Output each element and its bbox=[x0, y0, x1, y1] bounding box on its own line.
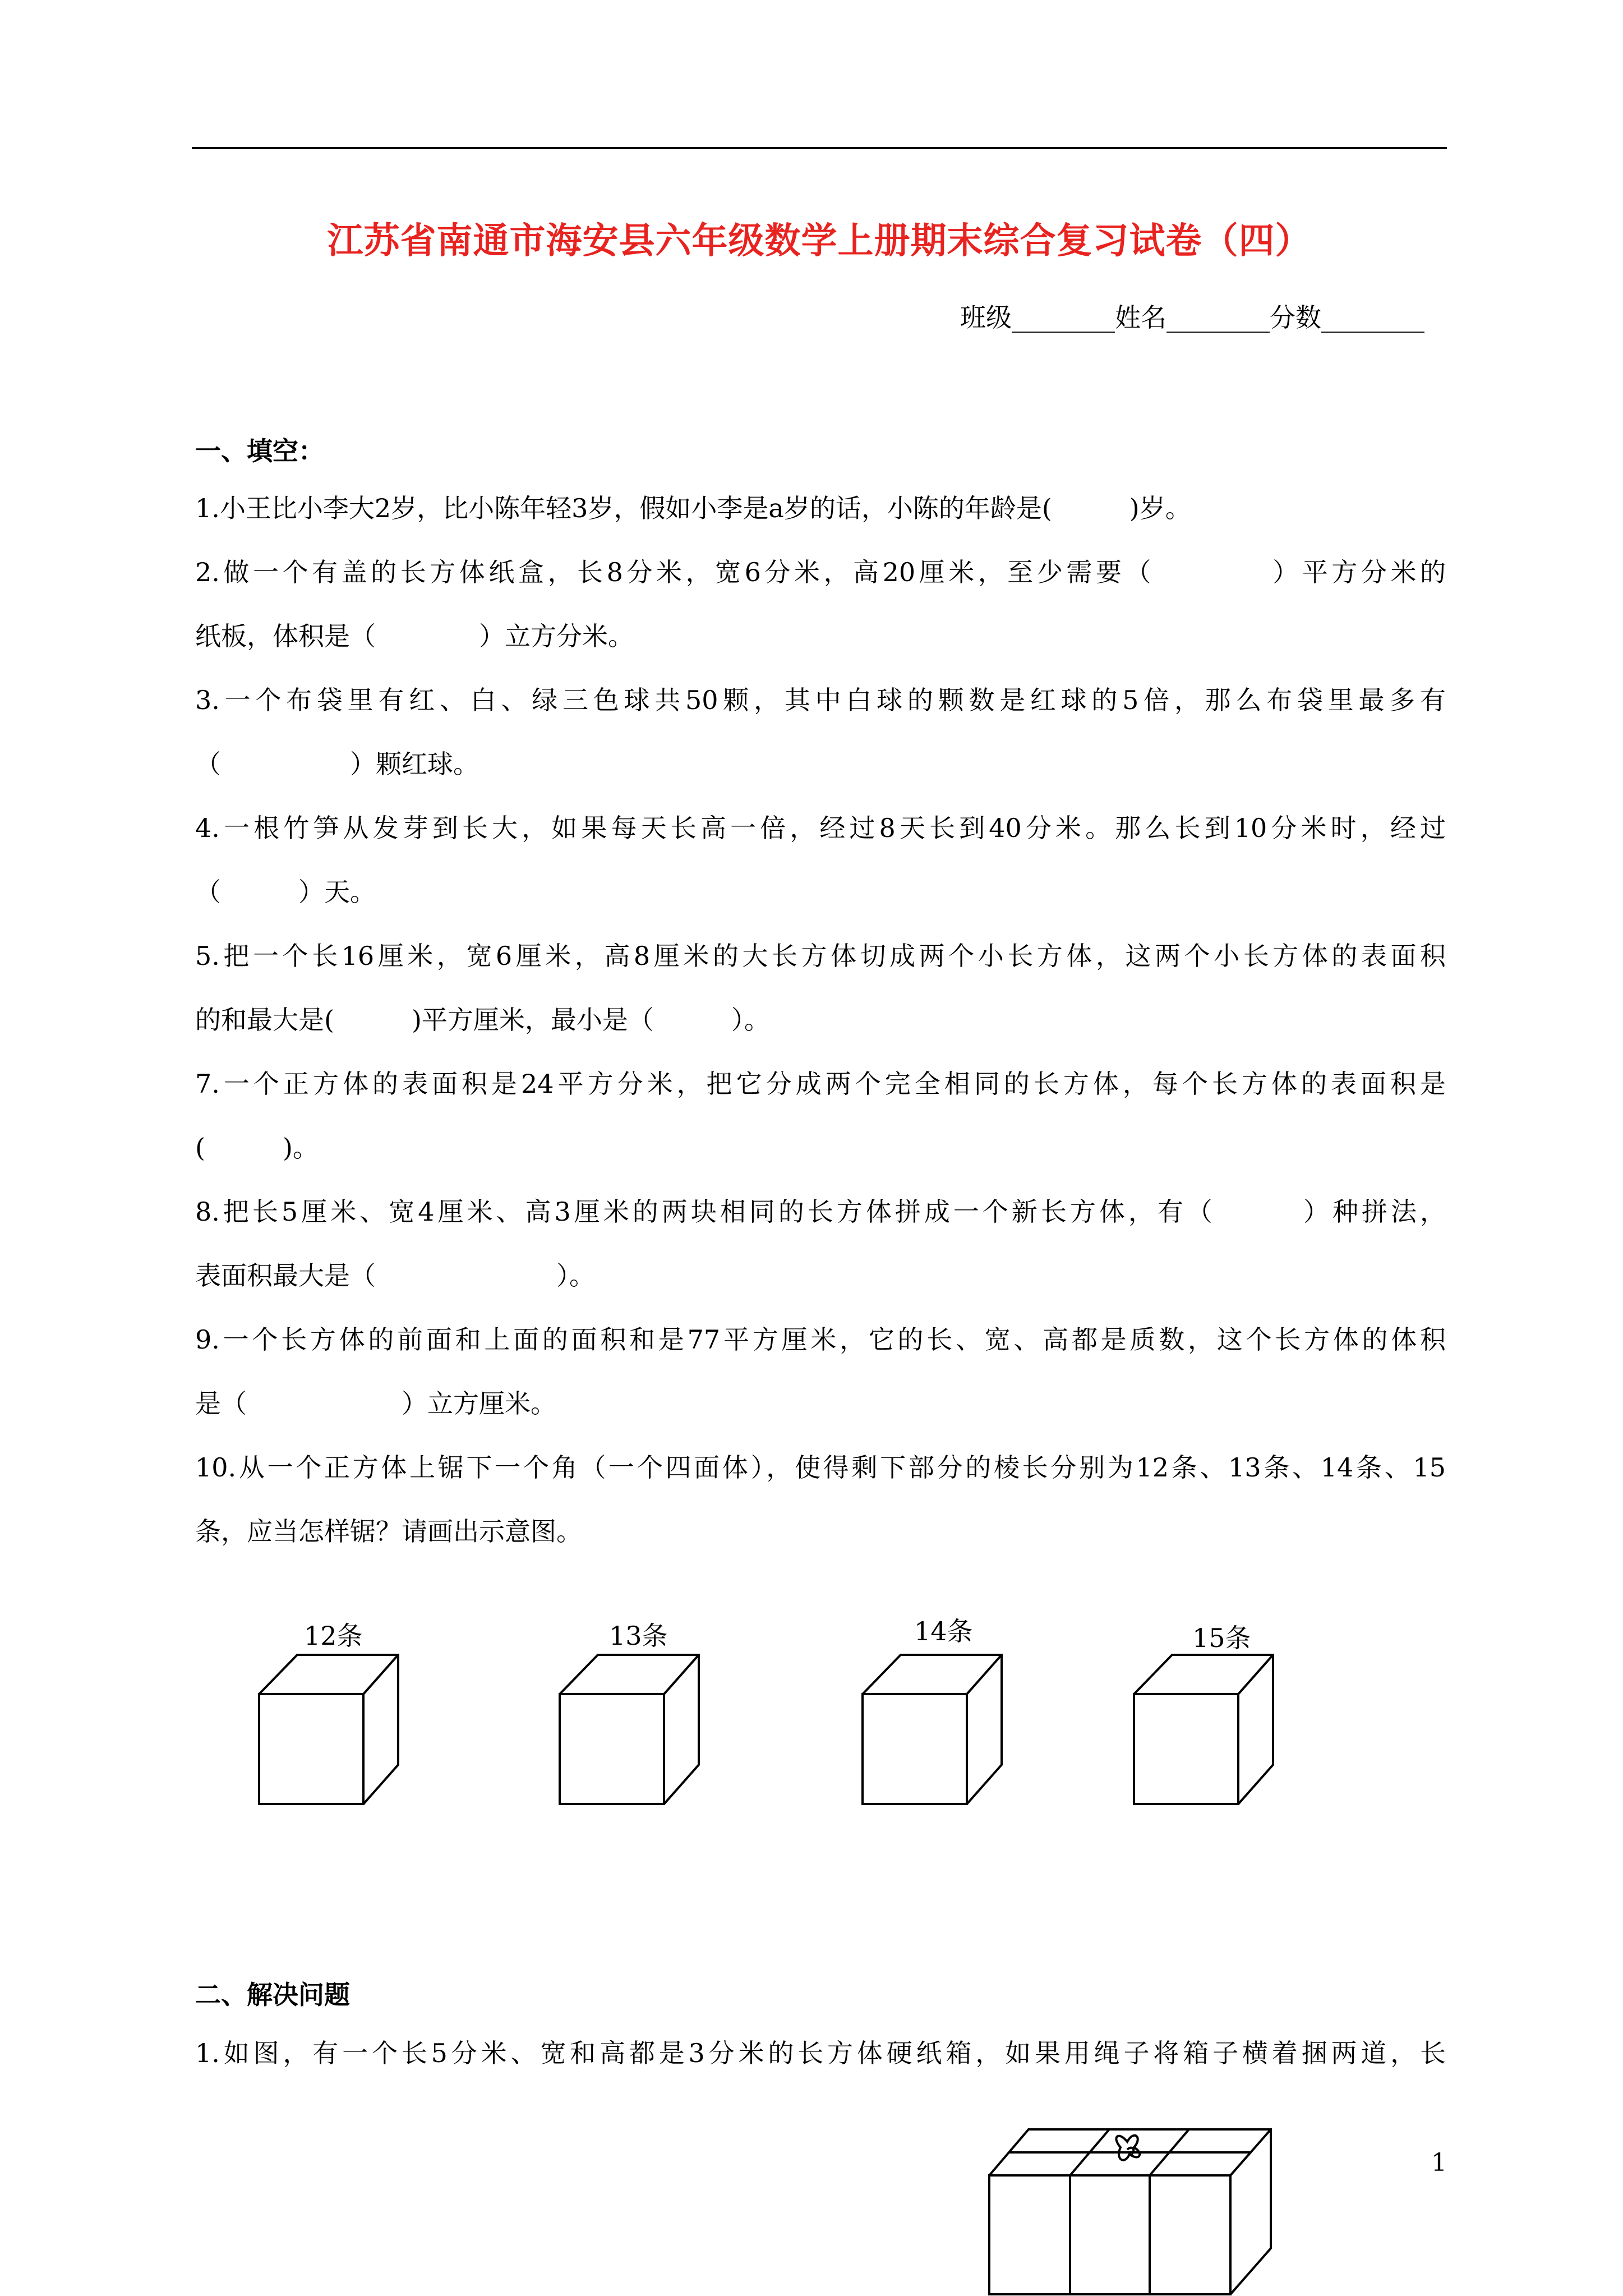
question-4-line-1: 4.一根竹笋从发芽到长大，如果每天长高一倍，经过8天长到40分米。那么长到10分米时，经过 bbox=[195, 813, 1446, 843]
section-heading-fill-in: 一、填空： bbox=[195, 436, 324, 466]
cube-drawing-15 bbox=[1129, 1649, 1275, 1812]
header-rule bbox=[192, 147, 1447, 149]
question-2-line-2: 纸板，体积是（ ）立方分米。 bbox=[195, 621, 634, 651]
question-3-line-1: 3.一个布袋里有红、白、绿三色球共50颗，其中白球的颗数是红球的5倍，那么布袋里最多有 bbox=[195, 685, 1446, 715]
cube-drawing-12 bbox=[255, 1649, 400, 1812]
cube-label-12: 12条 bbox=[304, 1621, 363, 1651]
cube-drawing-14 bbox=[858, 1649, 1004, 1812]
section-heading-problems: 二、解决问题 bbox=[195, 1980, 350, 2010]
question-8-line-1: 8.把长5厘米、宽4厘米、高3厘米的两块相同的长方体拼成一个新长方体，有（ ）种拼法， bbox=[195, 1197, 1446, 1227]
student-info-line: 班级________姓名________分数________ bbox=[960, 302, 1424, 333]
question-7-line-1: 7.一个正方体的表面积是24平方分米，把它分成两个完全相同的长方体，每个长方体的表面积是 bbox=[195, 1069, 1446, 1099]
cube-label-14: 14条 bbox=[914, 1616, 973, 1646]
question-3-line-2: （ ）颗红球。 bbox=[195, 749, 479, 779]
cube-label-15: 15条 bbox=[1192, 1623, 1251, 1653]
cube-drawing-13 bbox=[555, 1649, 701, 1812]
question-9-line-2: 是（ ）立方厘米。 bbox=[195, 1388, 556, 1419]
tied-box-drawing bbox=[987, 2125, 1290, 2296]
question-1: 1.小王比小李大2岁，比小陈年轻3岁，假如小李是a岁的话，小陈的年龄是( )岁。 bbox=[195, 493, 1191, 523]
question-7-line-2: ( )。 bbox=[195, 1133, 319, 1163]
question-4-line-2: （ ）天。 bbox=[195, 877, 376, 907]
question-9-line-1: 9.一个长方体的前面和上面的面积和是77平方厘米，它的长、宽、高都是质数，这个长方体的体积 bbox=[195, 1324, 1446, 1355]
problem-1-line-1: 1.如图，有一个长5分米、宽和高都是3分米的长方体硬纸箱，如果用绳子将箱子横着捆两道，长 bbox=[195, 2038, 1446, 2068]
page-number: 1 bbox=[1431, 2148, 1447, 2177]
question-5-line-2: 的和最大是( )平方厘米，最小是（ ）。 bbox=[195, 1005, 770, 1035]
question-2-line-1: 2.做一个有盖的长方体纸盒，长8分米，宽6分米，高20厘米，至少需要（ ）平方分米的 bbox=[195, 557, 1446, 587]
question-5-line-1: 5.把一个长16厘米，宽6厘米，高8厘米的大长方体切成两个小长方体，这两个小长方体的表面积 bbox=[195, 941, 1446, 971]
question-10-line-2: 条，应当怎样锯？请画出示意图。 bbox=[195, 1516, 582, 1547]
question-10-line-1: 10.从一个正方体上锯下一个角（一个四面体），使得剩下部分的棱长分别为12条、13条、14条、15 bbox=[195, 1452, 1446, 1483]
cube-label-13: 13条 bbox=[609, 1621, 668, 1651]
question-8-line-2: 表面积最大是（ ）。 bbox=[195, 1260, 595, 1291]
document-title: 江苏省南通市海安县六年级数学上册期末综合复习试卷（四） bbox=[327, 220, 1312, 262]
